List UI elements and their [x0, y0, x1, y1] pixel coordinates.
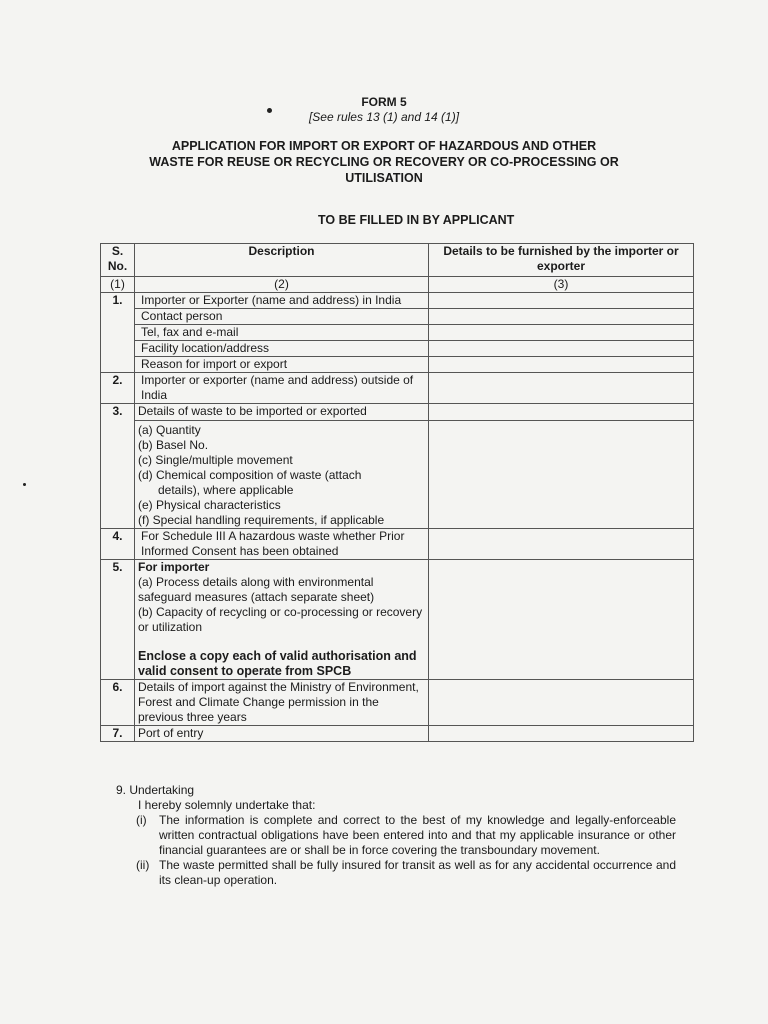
- item-text: The information is complete and correct to the best of my knowledge and legally-enforceable written contractual obligations have been entered into and that my applicable insurance or other financial guarantees are or shall be in force covering the transboundary movement.: [159, 813, 676, 857]
- table-row: [101, 680, 694, 726]
- details-field[interactable]: [429, 529, 694, 560]
- enclosure-note: Enclose a copy each of valid authorisation and valid consent to operate from SPCB: [138, 649, 417, 678]
- details-field[interactable]: [429, 421, 694, 529]
- list-item: (d) Chemical composition of waste (attach: [138, 468, 362, 482]
- details-field[interactable]: [429, 325, 694, 341]
- table-row: [101, 293, 694, 309]
- list-item: (c) Single/multiple movement: [138, 453, 293, 467]
- table-row: [101, 421, 694, 529]
- row-description: Importer or exporter (name and address) outside of India: [135, 373, 429, 404]
- table-row: [101, 560, 694, 680]
- list-item: (b) Capacity of recycling or co-processing or recovery or utilization: [138, 605, 423, 634]
- details-field[interactable]: [429, 293, 694, 309]
- list-item: (a) Quantity: [138, 423, 201, 437]
- item-number: (i): [136, 813, 147, 827]
- undertaking-section: [116, 783, 676, 888]
- importer-section: [135, 560, 429, 680]
- row-number: 5.: [101, 560, 135, 680]
- table-row: [101, 726, 694, 742]
- header-details: Details to be furnished by the importer or exporter: [429, 244, 694, 277]
- row-number: 6.: [101, 680, 135, 726]
- col-number: (3): [429, 277, 694, 293]
- row-number: 4.: [101, 529, 135, 560]
- details-field[interactable]: [429, 309, 694, 325]
- column-number-row: [101, 277, 694, 293]
- row-number: 7.: [101, 726, 135, 742]
- details-field[interactable]: [429, 373, 694, 404]
- table-row: [101, 529, 694, 560]
- list-item: (a) Process details along with environmental safeguard measures (attach separate sheet): [138, 575, 375, 604]
- table-header-row: [101, 244, 694, 277]
- row-description: Port of entry: [135, 726, 429, 742]
- row-number: 3.: [101, 404, 135, 529]
- table-row: [101, 357, 694, 373]
- details-field[interactable]: [429, 341, 694, 357]
- form-title-line: UTILISATION: [345, 171, 423, 185]
- details-field[interactable]: [429, 680, 694, 726]
- row-description: Details of waste to be imported or exported: [135, 404, 429, 421]
- table-row: [101, 404, 694, 421]
- row-description: Contact person: [135, 309, 429, 325]
- rules-reference: [See rules 13 (1) and 14 (1)]: [308, 110, 460, 124]
- undertaking-item: [116, 813, 676, 858]
- row-number: 1.: [101, 293, 135, 373]
- details-field[interactable]: [429, 404, 694, 421]
- table-row: [101, 373, 694, 404]
- list-item: (f) Special handling requirements, if applicable: [138, 513, 385, 527]
- row-description: For Schedule III A hazardous waste whether Prior Informed Consent has been obtained: [135, 529, 429, 560]
- list-item: details), where applicable: [158, 483, 294, 497]
- application-table: [100, 243, 694, 742]
- list-item: (e) Physical characteristics: [138, 498, 281, 512]
- item-text: The waste permitted shall be fully insured for transit as well as for any accidental occurrence and its clean-up operation.: [159, 858, 676, 887]
- details-field[interactable]: [429, 560, 694, 680]
- undertaking-intro: I hereby solemnly undertake that:: [138, 798, 316, 812]
- row-description: Facility location/address: [135, 341, 429, 357]
- header-description: Description: [135, 244, 429, 277]
- item-number: (ii): [136, 858, 150, 872]
- table-row: [101, 341, 694, 357]
- list-item: (b) Basel No.: [138, 438, 209, 452]
- details-field[interactable]: [429, 357, 694, 373]
- scan-speck: [23, 483, 26, 486]
- details-field[interactable]: [429, 726, 694, 742]
- form-number: FORM 5: [361, 95, 407, 109]
- table-row: [101, 325, 694, 341]
- header-sno: S. No.: [101, 244, 135, 277]
- col-number: (2): [135, 277, 429, 293]
- waste-details-list: [135, 421, 429, 529]
- undertaking-item: [116, 858, 676, 888]
- form-title-line: WASTE FOR REUSE OR RECYCLING OR RECOVERY OR CO-PROCESSING OR: [149, 155, 619, 169]
- undertaking-heading: 9. Undertaking: [116, 783, 195, 797]
- row-description: Importer or Exporter (name and address) in India: [135, 293, 429, 309]
- subheading: TO BE FILLED IN BY APPLICANT: [318, 213, 515, 227]
- row-description: Details of import against the Ministry of Environment, Forest and Climate Change permission in the previous three years: [135, 680, 429, 726]
- row-description: Reason for import or export: [135, 357, 429, 373]
- form-title: [0, 138, 768, 186]
- table-row: [101, 309, 694, 325]
- form-title-line: APPLICATION FOR IMPORT OR EXPORT OF HAZARDOUS AND OTHER: [171, 139, 597, 153]
- col-number: (1): [101, 277, 135, 293]
- row-number: 2.: [101, 373, 135, 404]
- importer-heading: For importer: [138, 560, 210, 574]
- row-description: Tel, fax and e-mail: [135, 325, 429, 341]
